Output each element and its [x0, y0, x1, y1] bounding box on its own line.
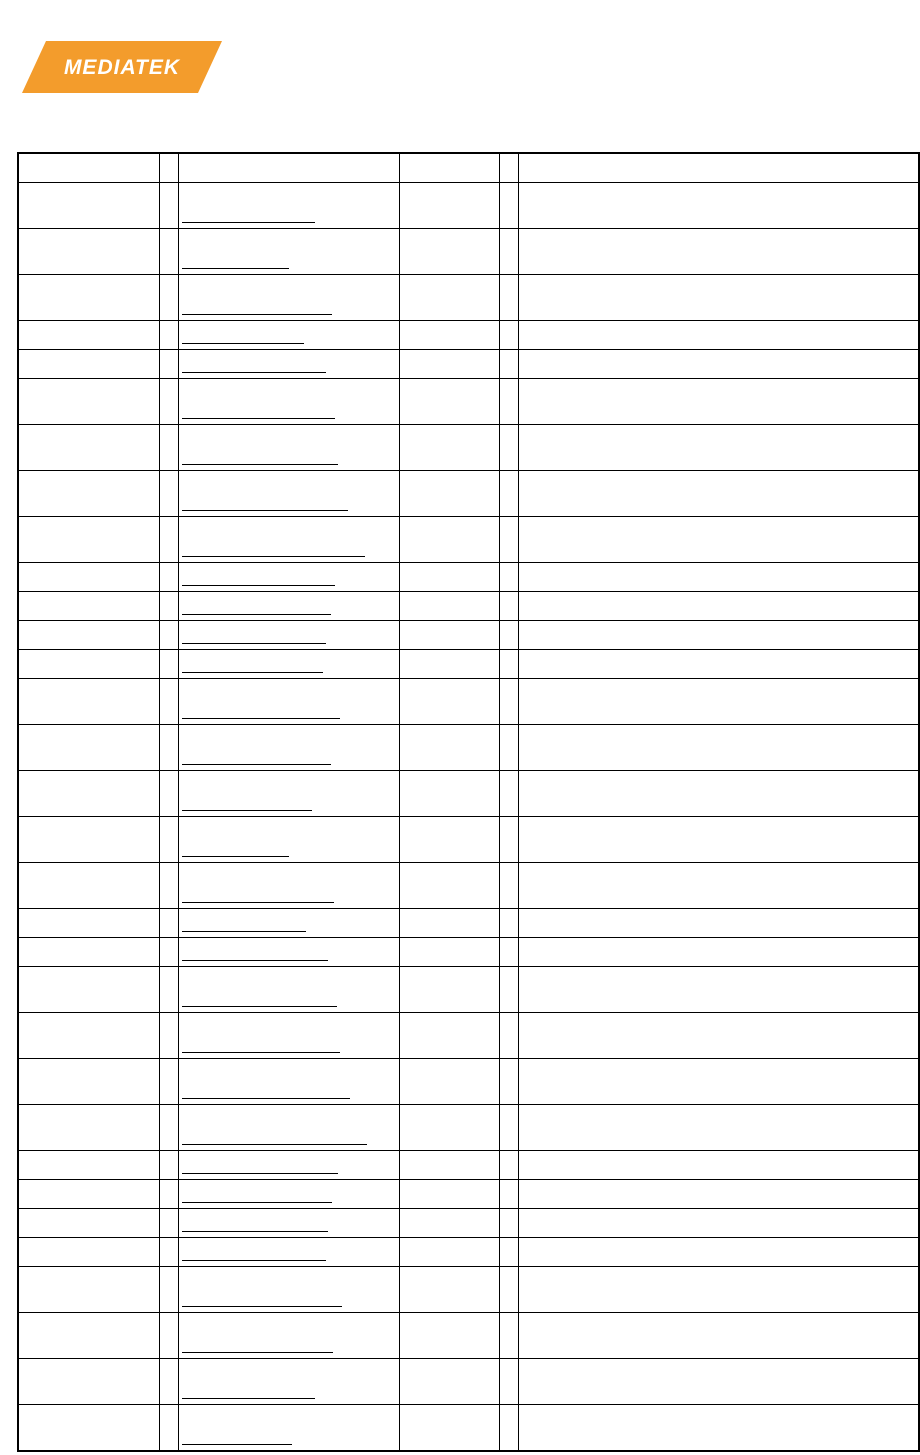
header-cell: [18, 153, 159, 183]
table-cell: [399, 1359, 499, 1405]
table-cell: [159, 1151, 178, 1180]
table-cell: [499, 379, 518, 425]
table-cell: [399, 967, 499, 1013]
table-cell: [18, 229, 159, 275]
table-cell: [18, 817, 159, 863]
register-link[interactable]: [182, 1173, 338, 1174]
register-link[interactable]: [182, 464, 338, 465]
table-cell: [159, 1105, 178, 1151]
table-cell: [499, 183, 518, 229]
table-cell: [518, 321, 919, 350]
table-cell: [159, 1313, 178, 1359]
table-cell: [159, 817, 178, 863]
table-cell: [159, 379, 178, 425]
table-cell: [159, 650, 178, 679]
register-link[interactable]: [182, 372, 326, 373]
table-row: [18, 725, 919, 771]
table-row: [18, 650, 919, 679]
table-cell: [159, 321, 178, 350]
table-cell: [159, 771, 178, 817]
table-cell: [399, 1151, 499, 1180]
register-link[interactable]: [182, 1444, 292, 1445]
table-cell: [399, 909, 499, 938]
table-cell: [159, 1180, 178, 1209]
table-row: [18, 1238, 919, 1267]
table-cell: [499, 321, 518, 350]
register-link[interactable]: [182, 614, 331, 615]
table-cell: [178, 621, 399, 650]
table-cell: [499, 1059, 518, 1105]
table-cell: [399, 1180, 499, 1209]
table-cell: [178, 1267, 399, 1313]
table-cell: [159, 350, 178, 379]
table-cell: [399, 183, 499, 229]
table-cell: [18, 592, 159, 621]
table-cell: [518, 1151, 919, 1180]
table-cell: [18, 621, 159, 650]
table-cell: [18, 863, 159, 909]
table-row: [18, 1013, 919, 1059]
table-cell: [399, 379, 499, 425]
table-cell: [18, 517, 159, 563]
table-row: [18, 1313, 919, 1359]
table-cell: [399, 863, 499, 909]
table-cell: [518, 621, 919, 650]
table-cell: [178, 592, 399, 621]
table-cell: [18, 771, 159, 817]
table-cell: [518, 967, 919, 1013]
register-link[interactable]: [182, 902, 334, 903]
table-cell: [178, 1359, 399, 1405]
table-cell: [518, 1313, 919, 1359]
table-cell: [178, 863, 399, 909]
table-cell: [18, 1209, 159, 1238]
table-cell: [518, 1105, 919, 1151]
table-cell: [178, 725, 399, 771]
table-row: [18, 1405, 919, 1452]
table-cell: [178, 517, 399, 563]
table-cell: [499, 1238, 518, 1267]
table-cell: [178, 938, 399, 967]
table-cell: [399, 938, 499, 967]
table-cell: [159, 1405, 178, 1452]
table-cell: [178, 650, 399, 679]
table-row: [18, 817, 919, 863]
table-cell: [499, 1313, 518, 1359]
table-row: [18, 321, 919, 350]
table-cell: [499, 1359, 518, 1405]
table-cell: [499, 817, 518, 863]
table-cell: [18, 1313, 159, 1359]
register-link[interactable]: [182, 718, 340, 719]
register-link[interactable]: [182, 314, 332, 315]
table-cell: [499, 938, 518, 967]
table-cell: [178, 817, 399, 863]
table-cell: [518, 517, 919, 563]
register-link[interactable]: [182, 1306, 342, 1307]
header-cell: [499, 153, 518, 183]
table-cell: [18, 275, 159, 321]
table-cell: [518, 771, 919, 817]
table-cell: [499, 563, 518, 592]
table-cell: [399, 229, 499, 275]
table-header-row: [18, 153, 919, 183]
table-cell: [18, 425, 159, 471]
table-cell: [518, 1013, 919, 1059]
register-link[interactable]: [182, 672, 323, 673]
table-cell: [159, 425, 178, 471]
table-cell: [178, 379, 399, 425]
table-cell: [178, 679, 399, 725]
table-cell: [518, 909, 919, 938]
table-cell: [178, 471, 399, 517]
table-cell: [178, 321, 399, 350]
table-cell: [159, 1209, 178, 1238]
table-cell: [159, 1013, 178, 1059]
table-cell: [499, 725, 518, 771]
table-cell: [518, 229, 919, 275]
table-row: [18, 183, 919, 229]
table-cell: [178, 1059, 399, 1105]
table-cell: [518, 379, 919, 425]
table-cell: [178, 1405, 399, 1452]
register-table-body: [18, 153, 919, 1451]
table-cell: [518, 592, 919, 621]
table-cell: [18, 679, 159, 725]
table-cell: [178, 275, 399, 321]
table-row: [18, 350, 919, 379]
register-link[interactable]: [182, 810, 312, 811]
table-cell: [518, 1180, 919, 1209]
register-link[interactable]: [182, 643, 326, 644]
register-link[interactable]: [182, 418, 335, 419]
register-link[interactable]: [182, 1202, 332, 1203]
table-row: [18, 471, 919, 517]
register-link[interactable]: [182, 1006, 337, 1007]
table-cell: [518, 1059, 919, 1105]
table-cell: [159, 725, 178, 771]
table-cell: [499, 1267, 518, 1313]
table-cell: [159, 679, 178, 725]
table-cell: [399, 1405, 499, 1452]
register-link[interactable]: [182, 960, 328, 961]
table-cell: [18, 183, 159, 229]
header-cell: [178, 153, 399, 183]
table-cell: [399, 321, 499, 350]
table-cell: [518, 471, 919, 517]
table-cell: [518, 725, 919, 771]
table-cell: [159, 275, 178, 321]
register-link[interactable]: [182, 510, 348, 511]
table-cell: [18, 1105, 159, 1151]
table-row: [18, 1267, 919, 1313]
table-cell: [399, 563, 499, 592]
table-cell: [159, 229, 178, 275]
table-cell: [399, 471, 499, 517]
table-cell: [18, 938, 159, 967]
table-row: [18, 592, 919, 621]
table-cell: [399, 1013, 499, 1059]
register-link[interactable]: [182, 1398, 315, 1399]
table-cell: [518, 1209, 919, 1238]
table-cell: [499, 863, 518, 909]
table-cell: [399, 1059, 499, 1105]
table-cell: [518, 1238, 919, 1267]
table-row: [18, 1105, 919, 1151]
table-cell: [499, 967, 518, 1013]
table-cell: [178, 771, 399, 817]
table-cell: [399, 592, 499, 621]
table-cell: [178, 1313, 399, 1359]
mediatek-logo: [22, 41, 222, 93]
table-cell: [499, 1209, 518, 1238]
table-row: [18, 425, 919, 471]
table-cell: [518, 183, 919, 229]
table-cell: [499, 909, 518, 938]
table-cell: [159, 471, 178, 517]
table-cell: [399, 1105, 499, 1151]
table-cell: [399, 275, 499, 321]
header-cell: [518, 153, 919, 183]
table-cell: [18, 967, 159, 1013]
table-cell: [18, 725, 159, 771]
table-cell: [518, 679, 919, 725]
table-cell: [178, 563, 399, 592]
table-cell: [18, 321, 159, 350]
table-cell: [499, 1013, 518, 1059]
table-cell: [18, 471, 159, 517]
table-row: [18, 517, 919, 563]
table-cell: [18, 350, 159, 379]
table-cell: [178, 183, 399, 229]
table-cell: [159, 621, 178, 650]
table-cell: [499, 229, 518, 275]
table-cell: [499, 621, 518, 650]
table-cell: [178, 1180, 399, 1209]
table-cell: [18, 1180, 159, 1209]
table-cell: [499, 471, 518, 517]
table-cell: [518, 425, 919, 471]
table-cell: [159, 592, 178, 621]
table-cell: [399, 771, 499, 817]
register-link[interactable]: [182, 764, 331, 765]
table-cell: [499, 1105, 518, 1151]
table-cell: [499, 275, 518, 321]
table-cell: [518, 563, 919, 592]
table-row: [18, 1180, 919, 1209]
table-cell: [18, 1267, 159, 1313]
table-cell: [399, 517, 499, 563]
table-cell: [159, 517, 178, 563]
table-cell: [399, 1313, 499, 1359]
table-cell: [18, 379, 159, 425]
table-row: [18, 1359, 919, 1405]
table-cell: [499, 679, 518, 725]
table-row: [18, 679, 919, 725]
table-cell: [499, 650, 518, 679]
table-row: [18, 275, 919, 321]
register-link[interactable]: [182, 343, 304, 344]
table-cell: [399, 1238, 499, 1267]
register-link[interactable]: [182, 585, 335, 586]
register-link[interactable]: [182, 856, 289, 857]
table-cell: [178, 909, 399, 938]
table-row: [18, 621, 919, 650]
table-cell: [399, 679, 499, 725]
table-cell: [159, 1059, 178, 1105]
table-cell: [399, 621, 499, 650]
table-cell: [159, 967, 178, 1013]
register-link[interactable]: [182, 1231, 328, 1232]
table-cell: [399, 725, 499, 771]
table-row: [18, 967, 919, 1013]
table-cell: [499, 350, 518, 379]
table-cell: [159, 563, 178, 592]
register-link[interactable]: [182, 1052, 340, 1053]
logo-wordmark: MEDIATEK: [63, 56, 181, 79]
table-cell: [159, 863, 178, 909]
table-cell: [399, 650, 499, 679]
table-cell: [518, 1267, 919, 1313]
register-link[interactable]: [182, 1098, 350, 1099]
table-cell: [178, 1209, 399, 1238]
table-cell: [159, 1359, 178, 1405]
register-link[interactable]: [182, 268, 289, 269]
table-cell: [499, 1151, 518, 1180]
table-cell: [518, 817, 919, 863]
register-link[interactable]: [182, 1144, 367, 1145]
table-cell: [178, 1238, 399, 1267]
table-cell: [18, 1405, 159, 1452]
table-cell: [499, 1405, 518, 1452]
table-cell: [18, 1059, 159, 1105]
register-link[interactable]: [182, 222, 315, 223]
table-cell: [178, 229, 399, 275]
header-cell: [399, 153, 499, 183]
table-cell: [499, 592, 518, 621]
table-cell: [499, 425, 518, 471]
table-cell: [178, 1151, 399, 1180]
table-cell: [18, 563, 159, 592]
table-cell: [18, 650, 159, 679]
table-cell: [159, 183, 178, 229]
table-cell: [18, 909, 159, 938]
header-cell: [159, 153, 178, 183]
table-cell: [399, 425, 499, 471]
table-row: [18, 229, 919, 275]
mediatek-logo-graphic: [22, 41, 222, 93]
table-cell: [178, 425, 399, 471]
table-cell: [18, 1359, 159, 1405]
register-link[interactable]: [182, 1260, 326, 1261]
table-cell: [178, 967, 399, 1013]
table-cell: [18, 1013, 159, 1059]
table-row: [18, 1059, 919, 1105]
table-row: [18, 379, 919, 425]
table-cell: [499, 771, 518, 817]
table-cell: [518, 1405, 919, 1452]
table-cell: [399, 817, 499, 863]
table-row: [18, 938, 919, 967]
table-cell: [518, 863, 919, 909]
table-row: [18, 1209, 919, 1238]
table-cell: [178, 1013, 399, 1059]
table-cell: [399, 350, 499, 379]
register-table: [17, 152, 920, 1452]
register-link[interactable]: [182, 1352, 333, 1353]
table-cell: [159, 938, 178, 967]
table-cell: [518, 650, 919, 679]
table-cell: [159, 1238, 178, 1267]
table-cell: [518, 350, 919, 379]
table-cell: [159, 1267, 178, 1313]
table-cell: [399, 1267, 499, 1313]
table-row: [18, 1151, 919, 1180]
table-cell: [178, 1105, 399, 1151]
register-link[interactable]: [182, 556, 365, 557]
table-row: [18, 771, 919, 817]
table-cell: [18, 1238, 159, 1267]
table-cell: [499, 1180, 518, 1209]
table-row: [18, 863, 919, 909]
register-link[interactable]: [182, 931, 306, 932]
table-row: [18, 909, 919, 938]
table-cell: [518, 1359, 919, 1405]
table-cell: [499, 517, 518, 563]
table-cell: [518, 938, 919, 967]
table-cell: [518, 275, 919, 321]
table-cell: [18, 1151, 159, 1180]
table-row: [18, 563, 919, 592]
table-cell: [399, 1209, 499, 1238]
table-cell: [159, 909, 178, 938]
table-cell: [178, 350, 399, 379]
